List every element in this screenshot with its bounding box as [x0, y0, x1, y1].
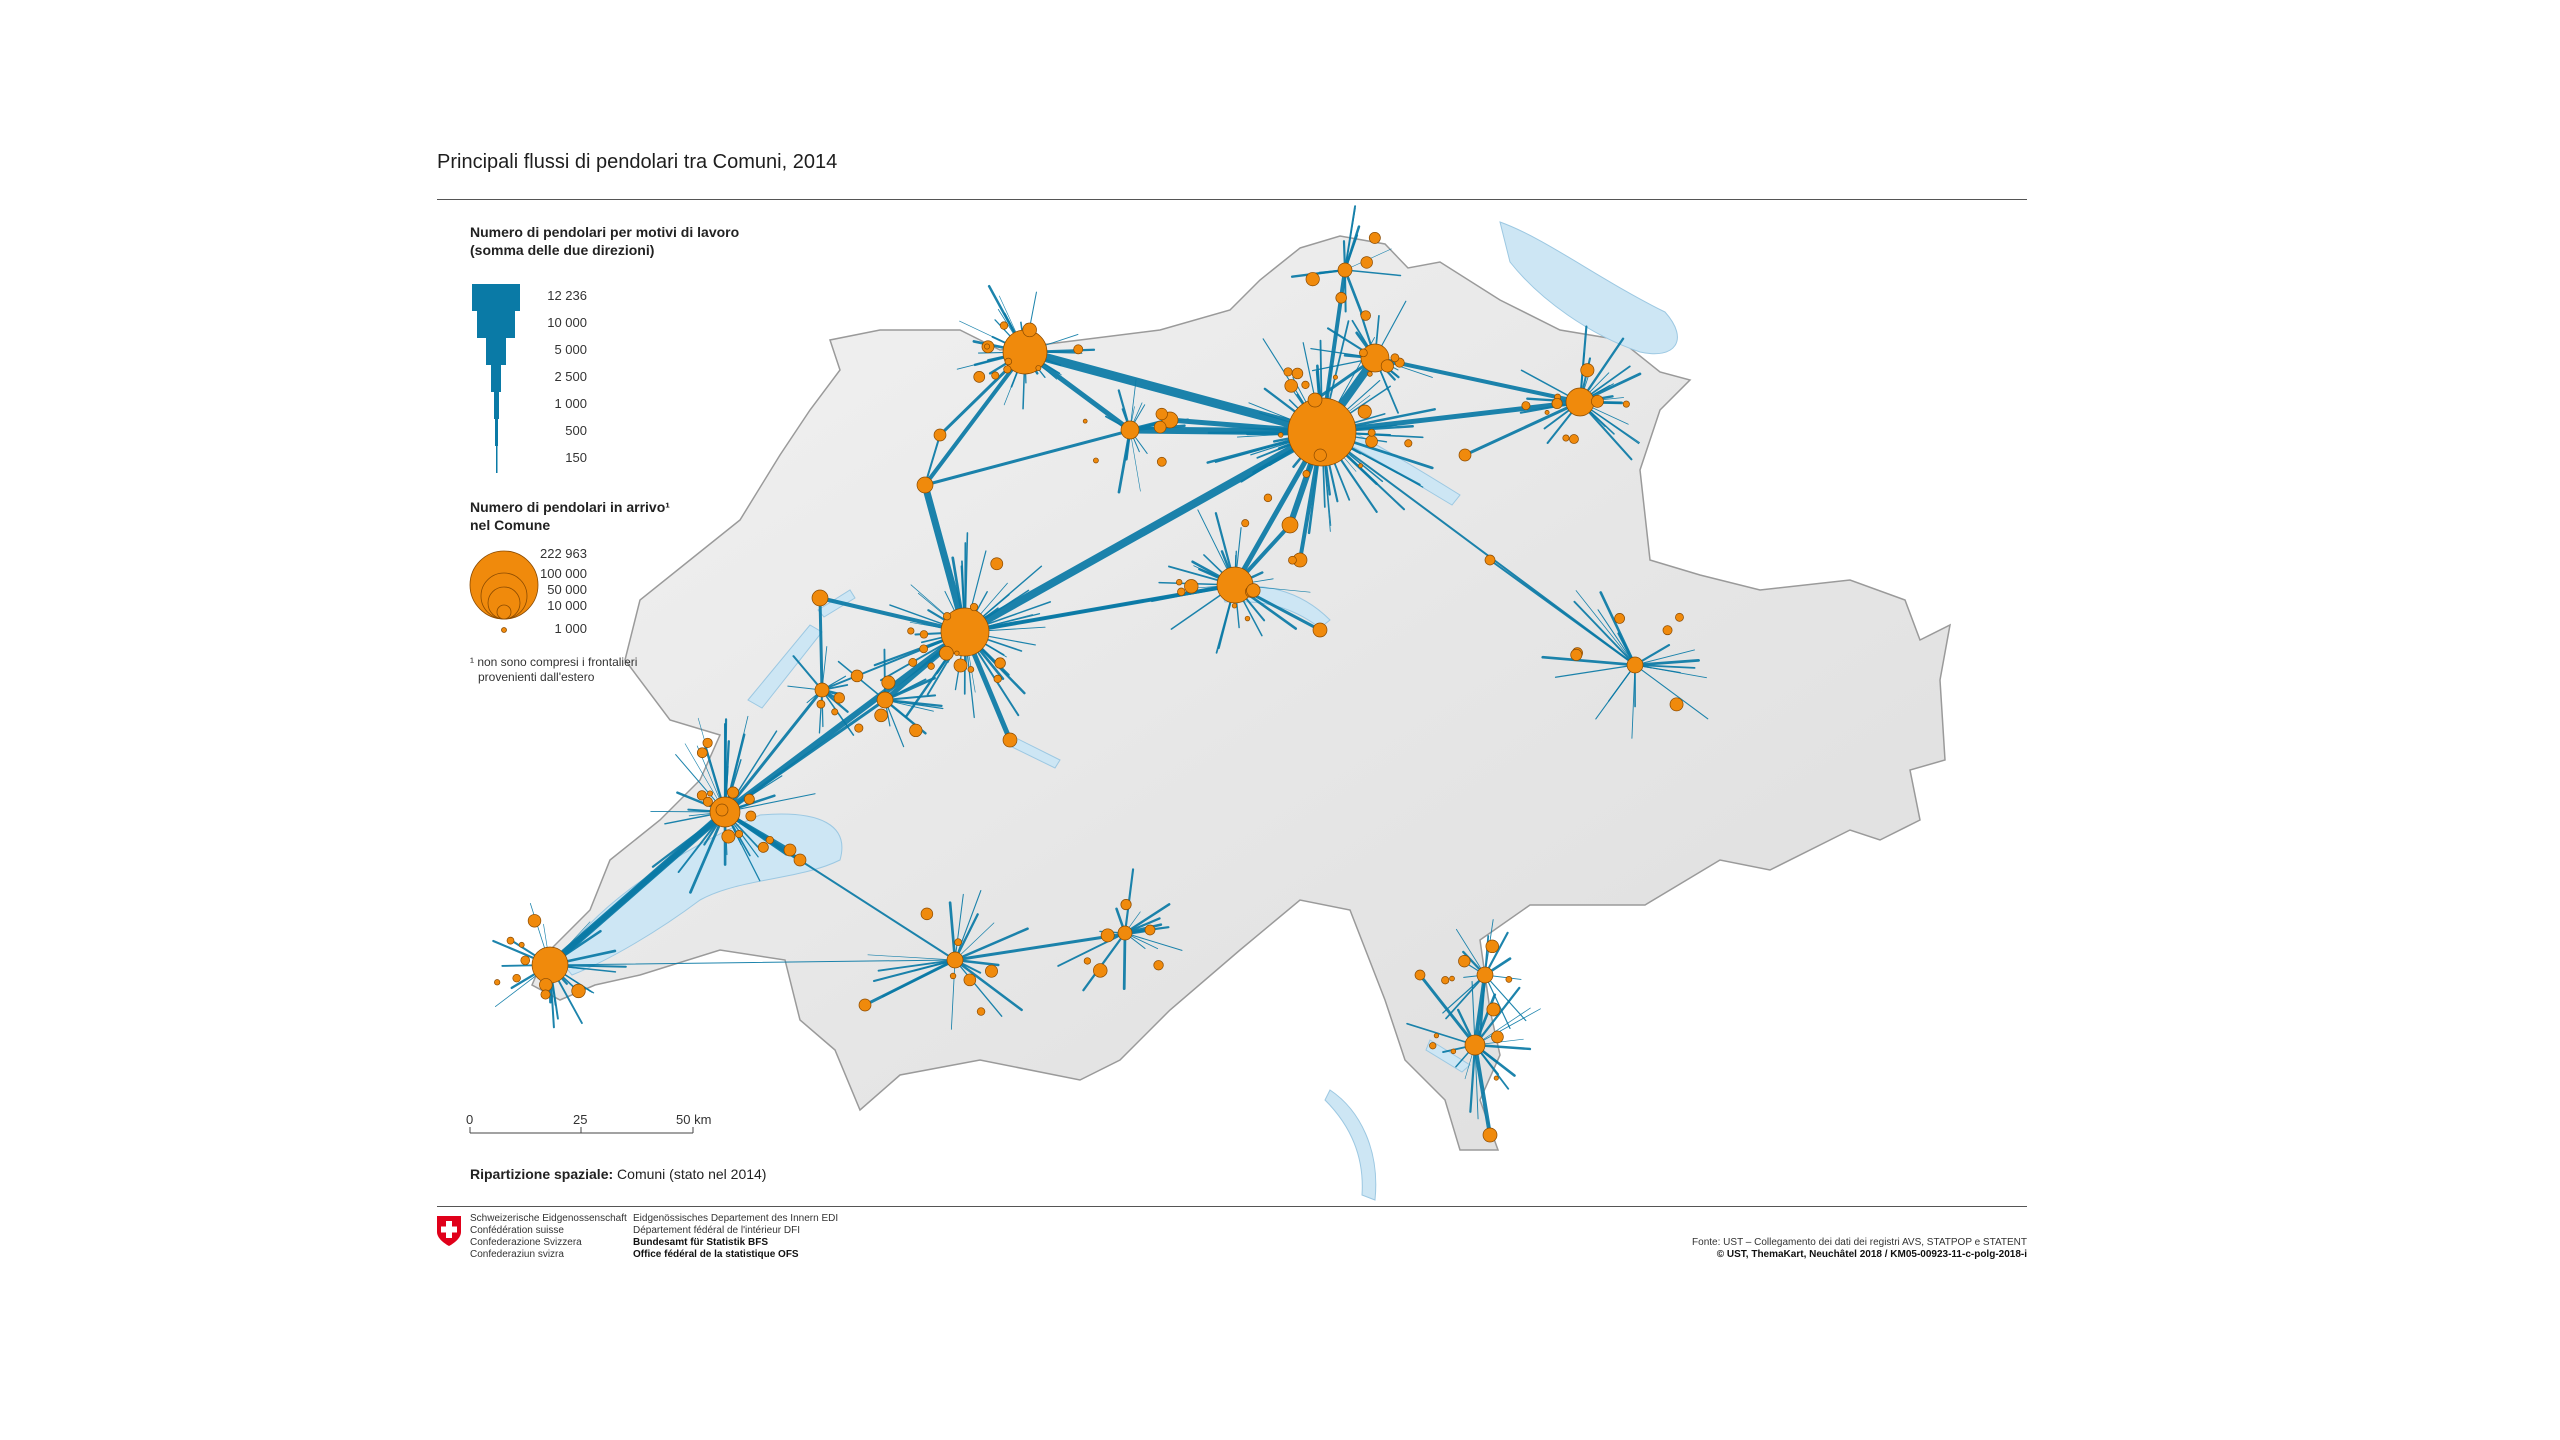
commune-circle — [1483, 1128, 1497, 1142]
lake-maggiore — [1325, 1090, 1376, 1200]
commune-circle-small — [1005, 358, 1012, 365]
commune-circle-small — [1434, 1033, 1439, 1038]
commune-circle-small — [1184, 580, 1198, 594]
scale-label-50: 50 km — [676, 1112, 712, 1127]
commune-circle-small — [1359, 349, 1367, 357]
commune-circle-small — [766, 836, 773, 843]
commune-circle — [877, 692, 893, 708]
commune-circle — [1282, 517, 1298, 533]
dept-name-fr: Département fédéral de l'intérieur DFI — [633, 1225, 800, 1236]
commune-circle-small — [1545, 410, 1549, 414]
flow-value-2500: 2 500 — [554, 369, 587, 384]
commune-circle — [1118, 926, 1132, 940]
commune-circle-small — [746, 811, 756, 821]
office-name-fr: Office fédéral de la statistique OFS — [633, 1249, 799, 1260]
commune-circle-small — [832, 709, 838, 715]
commune-circle-small — [744, 794, 754, 804]
commune-circle-small — [954, 659, 967, 672]
commune-circle-small — [1333, 375, 1337, 379]
flow-width-legend — [472, 284, 520, 473]
confed-name-rm: Confederaziun svizra — [470, 1249, 564, 1260]
commune-circle-small — [1358, 405, 1371, 418]
commune-circle-small — [1242, 520, 1249, 527]
commune-circle-small — [1623, 401, 1629, 407]
commune-circle-small — [1368, 429, 1375, 436]
circle-legend-1000 — [502, 628, 507, 633]
commune-circle-small — [507, 937, 514, 944]
commune-circle-small — [1302, 381, 1309, 388]
commune-circle — [1485, 555, 1495, 565]
commune-circle-small — [1663, 626, 1672, 635]
commune-circle-small — [1487, 1003, 1500, 1016]
commune-circle-small — [1506, 976, 1512, 982]
flow-legend-heading-line1: Numero di pendolari per motivi di lavoro — [470, 224, 740, 240]
commune-circle-small — [1000, 322, 1008, 330]
commune-circle-small — [1451, 1049, 1456, 1054]
commune-circle-small — [1004, 366, 1011, 373]
commune-circle-small — [1154, 421, 1166, 433]
commune-circle-small — [991, 558, 1003, 570]
circle-value-50000: 50 000 — [547, 582, 587, 597]
commune-circle-small — [834, 693, 845, 704]
commune-circle-small — [1083, 419, 1087, 423]
commune-circle-small — [1358, 464, 1362, 468]
scale-label-25: 25 — [573, 1112, 588, 1127]
swiss-coat-of-arms-logo — [437, 1216, 461, 1246]
commune-circle-small — [1036, 365, 1041, 370]
commune-circle-small — [1288, 556, 1296, 564]
commune-circle-small — [851, 670, 863, 682]
confed-name-fr: Confédération suisse — [470, 1225, 564, 1236]
circle-value-100000: 100 000 — [540, 566, 587, 581]
commune-circle — [1308, 393, 1322, 407]
commune-circle — [812, 590, 828, 606]
commune-circle-small — [1292, 368, 1303, 379]
confed-name-de: Schweizerische Eidgenossenschaft — [470, 1213, 627, 1224]
commune-circle-small — [758, 842, 768, 852]
switzerland-outline — [532, 236, 1950, 1150]
commune-circle-small — [909, 658, 917, 666]
commune-circle-small — [1675, 613, 1683, 621]
commune-circle-small — [992, 372, 999, 379]
commune-circle-small — [1670, 698, 1683, 711]
commune-circle-small — [875, 709, 888, 722]
scale-label-0: 0 — [466, 1112, 474, 1127]
commune-circle-small — [1101, 929, 1114, 942]
commune-circle-small — [943, 613, 950, 620]
circle-legend-heading-line1: Numero di pendolari in arrivo¹ — [470, 499, 670, 515]
commune-circle — [1459, 449, 1471, 461]
commune-circle-small — [703, 797, 712, 806]
commune-circle-small — [994, 675, 1002, 683]
commune-circle — [1415, 970, 1425, 980]
commune-circle-small — [1361, 311, 1371, 321]
commune-circle-small — [1429, 1042, 1436, 1049]
commune-circle-small — [1563, 435, 1569, 441]
commune-circle — [934, 429, 946, 441]
commune-circle — [1121, 421, 1139, 439]
commune-circle-small — [528, 914, 541, 927]
commune-circle-small — [521, 956, 530, 965]
footnote — [470, 655, 637, 685]
commune-circle-small — [735, 830, 742, 837]
commune-circle-small — [1442, 977, 1449, 984]
commune-circle-small — [1591, 395, 1603, 407]
commune-circle-small — [1569, 435, 1578, 444]
commune-circle-small — [1450, 976, 1455, 981]
commune-circle-small — [1176, 579, 1182, 585]
commune-circle-small — [1361, 257, 1373, 269]
commune-circle-small — [1157, 457, 1166, 466]
commune-circle-small — [1552, 398, 1562, 408]
commune-circle-small — [968, 666, 974, 672]
commune-circle — [1217, 567, 1253, 603]
commune-circle-small — [513, 974, 521, 982]
commune-circle-small — [910, 724, 923, 737]
commune-circle-small — [920, 645, 928, 653]
office-name-de: Bundesamt für Statistik BFS — [633, 1237, 769, 1248]
commune-circle-small — [727, 787, 738, 798]
circle-value-10000: 10 000 — [547, 598, 587, 613]
footnote-line1: ¹ non sono compresi i frontalieri — [470, 655, 638, 669]
flow-legend-500 — [495, 419, 498, 446]
scale-bar — [470, 1127, 693, 1133]
flow-legend-heading — [470, 223, 739, 259]
commune-circle-small — [494, 980, 500, 986]
spatial-partition-value: Comuni (stato nel 2014) — [617, 1166, 767, 1182]
commune-circle-small — [939, 646, 953, 660]
flow-value-150: 150 — [565, 450, 587, 465]
source-line: Fonte: UST – Collegamento dei dati dei registri AVS, STATPOP e STATENT — [1692, 1237, 2027, 1248]
flow-value-10000: 10 000 — [547, 315, 587, 330]
commune-circle-small — [1367, 372, 1372, 377]
commune-circle-small — [995, 658, 1006, 669]
commune-circle-small — [1232, 603, 1237, 608]
flow-value-500: 500 — [565, 423, 587, 438]
flow-legend-1000 — [494, 392, 499, 419]
commune-circle-small — [1615, 613, 1625, 623]
commune-circle — [815, 683, 829, 697]
commune-circle-small — [1581, 364, 1594, 377]
commune-circle-small — [817, 700, 825, 708]
commune-circle-small — [1285, 379, 1298, 392]
commune-circle — [716, 804, 728, 816]
commune-circle-small — [1264, 494, 1272, 502]
commune-circle-small — [920, 631, 928, 639]
commune-circle-small — [1336, 292, 1347, 303]
commune-circle-small — [921, 908, 933, 920]
spatial-partition-label: Ripartizione spaziale: — [470, 1166, 614, 1182]
commune-circle-small — [1156, 408, 1168, 420]
commune-circle-small — [1391, 354, 1399, 362]
commune-circle-small — [707, 791, 712, 796]
copyright-line: © UST, ThemaKart, Neuchâtel 2018 / KM05-00923-11-c-polg-2018-i — [1716, 1249, 2027, 1260]
dept-name-de: Eidgenössisches Departement des Innern EDI — [633, 1213, 839, 1224]
commune-circle-small — [984, 344, 989, 349]
commune-circle-small — [1121, 899, 1131, 909]
commune-circle — [1477, 967, 1493, 983]
footnote-line2: provenienti dall'estero — [478, 670, 595, 684]
commune-circle-small — [1314, 449, 1326, 461]
commune-circle-small — [977, 1008, 985, 1016]
circle-legend-heading — [470, 498, 670, 534]
commune-circle-small — [539, 978, 552, 991]
commune-circle-small — [1093, 458, 1098, 463]
flow-legend-heading-line2: (somma delle due direzioni) — [470, 242, 655, 258]
commune-circle-small — [1458, 955, 1470, 967]
commune-circle-small — [1177, 588, 1185, 596]
confed-name-it: Confederazione Svizzera — [470, 1237, 582, 1248]
commune-circle-small — [1093, 964, 1107, 978]
commune-circle-small — [855, 724, 863, 732]
commune-circle-small — [955, 651, 960, 656]
flow-value-12236: 12 236 — [547, 288, 587, 303]
commune-circle — [947, 952, 963, 968]
commune-circle-small — [1284, 368, 1292, 376]
commune-circle-small — [1084, 958, 1091, 965]
circle-value-222963: 222 963 — [540, 546, 587, 561]
commune-circle — [1566, 388, 1594, 416]
commune-circle — [1313, 623, 1327, 637]
commune-circle — [794, 854, 806, 866]
source-credit — [1692, 1237, 2027, 1261]
commune-circle-small — [964, 974, 976, 986]
commune-circle — [1145, 925, 1155, 935]
commune-circle-small — [882, 676, 895, 689]
commune-circle-small — [1369, 232, 1380, 243]
commune-circle-small — [572, 984, 586, 998]
commune-circle-small — [950, 973, 956, 979]
commune-circle-small — [541, 990, 550, 999]
flow-legend-2500 — [491, 365, 501, 392]
commune-circle-small — [697, 748, 707, 758]
commune-circle-small — [1023, 323, 1037, 337]
commune-circle-small — [1522, 402, 1530, 410]
flow-line — [820, 598, 822, 690]
commune-circle — [859, 999, 871, 1011]
spatial-partition — [470, 1166, 766, 1182]
commune-circle-small — [970, 603, 978, 611]
commune-circle-small — [1381, 360, 1393, 372]
flow-legend-10000 — [477, 311, 515, 338]
flow-legend-12236 — [472, 284, 520, 311]
commune-circle-small — [722, 830, 735, 843]
department-names — [633, 1213, 838, 1261]
commune-circle — [532, 947, 568, 983]
flow-value-5000: 5 000 — [554, 342, 587, 357]
flow-value-1000: 1 000 — [554, 396, 587, 411]
commune-circle-small — [908, 628, 914, 634]
commune-circle-small — [1366, 435, 1378, 447]
commune-circle-small — [1154, 960, 1164, 970]
commune-circle-small — [1306, 272, 1319, 285]
flow-legend-5000 — [486, 338, 506, 365]
commune-circle-small — [519, 942, 524, 947]
commune-circle — [1338, 263, 1352, 277]
bottom-divider — [437, 1206, 2027, 1207]
commune-circle-small — [1247, 584, 1261, 598]
circle-legend-heading-line2: nel Comune — [470, 517, 551, 533]
commune-circle-small — [703, 738, 712, 747]
commune-circle-small — [1571, 649, 1582, 660]
commune-circle-small — [1405, 440, 1412, 447]
commune-circle-small — [1303, 470, 1310, 477]
circle-value-1000: 1 000 — [554, 621, 587, 636]
commune-circle-small — [1074, 345, 1083, 354]
commune-circle-small — [955, 939, 962, 946]
flow-legend-150 — [496, 446, 498, 473]
commune-circle — [1465, 1035, 1485, 1055]
commune-circle — [917, 477, 933, 493]
commune-circle-small — [1494, 1076, 1498, 1080]
commune-circle-small — [1245, 616, 1250, 621]
commune-circle — [1627, 657, 1643, 673]
commune-circle — [1003, 733, 1017, 747]
commune-circle-small — [985, 965, 997, 977]
commune-circle-small — [1491, 1031, 1503, 1043]
commune-circle — [784, 844, 796, 856]
flow-spoke — [1124, 933, 1125, 989]
map-title: Principali flussi di pendolari tra Comuni, 2014 — [437, 151, 838, 173]
commune-circle-small — [1278, 433, 1283, 438]
commune-circle-small — [928, 663, 935, 670]
commune-circle-small — [1486, 940, 1499, 953]
circle-legend-10000 — [497, 605, 511, 619]
commune-circle-small — [974, 371, 985, 382]
confederation-names — [470, 1213, 627, 1261]
